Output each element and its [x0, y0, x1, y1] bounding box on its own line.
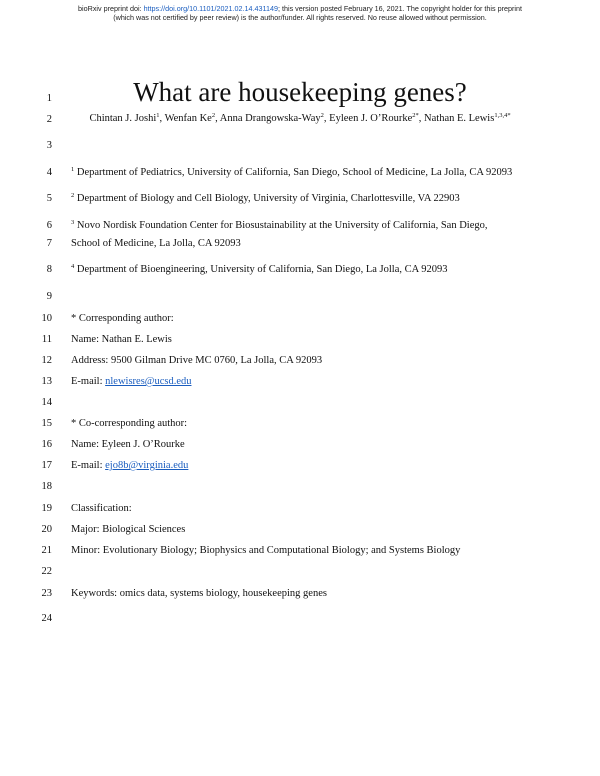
line-number: 9 — [46, 291, 52, 302]
corresponding-author-address: Address: 9500 Gilman Drive MC 0760, La Jolla, CA 92093 — [71, 355, 323, 366]
line-number: 13 — [41, 376, 52, 387]
author-affiliation-mark: 2* — [412, 112, 419, 119]
line-number: 8 — [46, 264, 52, 275]
line-number: 1 — [46, 93, 52, 104]
affiliation-3 — [71, 220, 487, 232]
corresponding-email-link[interactable]: nlewisres@ucsd.edu — [105, 376, 192, 387]
author-affiliation-mark: 2 — [211, 112, 216, 119]
affiliation-3-continued: School of Medicine, La Jolla, CA 92093 — [71, 238, 241, 249]
line-number: 19 — [41, 503, 52, 514]
line-number: 20 — [41, 524, 52, 535]
line-number: 6 — [46, 220, 52, 231]
author-name: Eyleen J. O’Rourke — [329, 113, 413, 124]
affiliation-2 — [71, 193, 460, 205]
line-number: 22 — [41, 566, 52, 577]
affiliation-1 — [71, 167, 512, 179]
classification-major: Major: Biological Sciences — [71, 524, 186, 535]
author-affiliation-mark: 1 — [156, 112, 160, 119]
author-name: Anna Drangowska-Way — [219, 113, 321, 124]
corresponding-author-name: Name: Nathan E. Lewis — [71, 334, 172, 345]
author-separator: , — [418, 113, 425, 124]
preprint-header-line-2: (which was not certified by peer review) is the author/funder. All rights reserved. No reuse allowed without permission. — [113, 12, 487, 22]
author-affiliation-mark: 1,3,4* — [494, 112, 511, 119]
paper-title: What are housekeeping genes? — [133, 77, 467, 107]
author-separator: , — [215, 113, 220, 124]
line-number: 10 — [41, 313, 52, 324]
line-number: 14 — [41, 397, 52, 408]
preprint-doi-label: bioRxiv preprint doi: — [78, 4, 144, 13]
preprint-header — [0, 5, 600, 22]
author-list — [0, 113, 600, 125]
doi-link[interactable]: https://doi.org/10.1101/2021.02.14.431149 — [143, 4, 278, 13]
preprint-copyright-text: ; this version posted February 16, 2021. The copyright holder for this preprint — [277, 4, 522, 13]
line-number: 24 — [41, 613, 52, 624]
email-label: E-mail: — [71, 376, 106, 387]
line-number: 7 — [46, 238, 52, 249]
classification-heading: Classification: — [71, 503, 132, 514]
line-number: 16 — [41, 439, 52, 450]
author-name: Chintan J. Joshi — [89, 113, 157, 124]
line-number: 21 — [41, 545, 52, 556]
line-number: 12 — [41, 355, 52, 366]
line-number: 11 — [41, 334, 52, 345]
line-number: 4 — [46, 167, 52, 178]
author-name: Nathan E. Lewis — [424, 113, 495, 124]
line-number: 2 — [46, 114, 52, 125]
affiliation-text: Department of Pediatrics, University of California, San Diego, School of Medicine, La Jolla, CA 92093 — [76, 167, 513, 178]
email-label: E-mail: — [71, 460, 106, 471]
affiliation-text: Novo Nordisk Foundation Center for Biosustainability at the University of California, San Diego, — [76, 220, 488, 231]
co-corresponding-email-link[interactable]: ejo8b@virginia.edu — [105, 460, 189, 471]
affiliation-text: Department of Biology and Cell Biology, University of Virginia, Charlottesville, VA 22903 — [76, 193, 460, 204]
affiliation-mark: 4 — [71, 263, 75, 270]
line-number: 5 — [46, 193, 52, 204]
affiliation-mark: 2 — [71, 192, 75, 199]
co-corresponding-author-heading: * Co-corresponding author: — [71, 418, 188, 429]
author-separator: , — [159, 113, 165, 124]
line-number: 3 — [46, 140, 52, 151]
co-corresponding-author-email-line — [71, 460, 188, 472]
corresponding-author-heading: * Corresponding author: — [71, 313, 174, 324]
line-number: 23 — [41, 588, 52, 599]
keywords: Keywords: omics data, systems biology, housekeeping genes — [71, 588, 327, 599]
affiliation-mark: 3 — [71, 219, 75, 226]
author-name: Wenfan Ke — [164, 113, 212, 124]
classification-minor: Minor: Evolutionary Biology; Biophysics and Computational Biology; and Systems Biology — [71, 545, 461, 556]
affiliation-text: Department of Bioengineering, University of California, San Diego, La Jolla, CA 92093 — [76, 264, 448, 275]
line-number: 18 — [41, 481, 52, 492]
affiliation-mark: 1 — [71, 166, 75, 173]
line-number: 17 — [41, 460, 52, 471]
author-separator: , — [323, 113, 330, 124]
corresponding-author-email-line — [71, 376, 191, 388]
author-affiliation-mark: 2 — [320, 112, 324, 119]
line-number: 15 — [41, 418, 52, 429]
co-corresponding-author-name: Name: Eyleen J. O’Rourke — [71, 439, 185, 450]
affiliation-4 — [71, 264, 448, 276]
